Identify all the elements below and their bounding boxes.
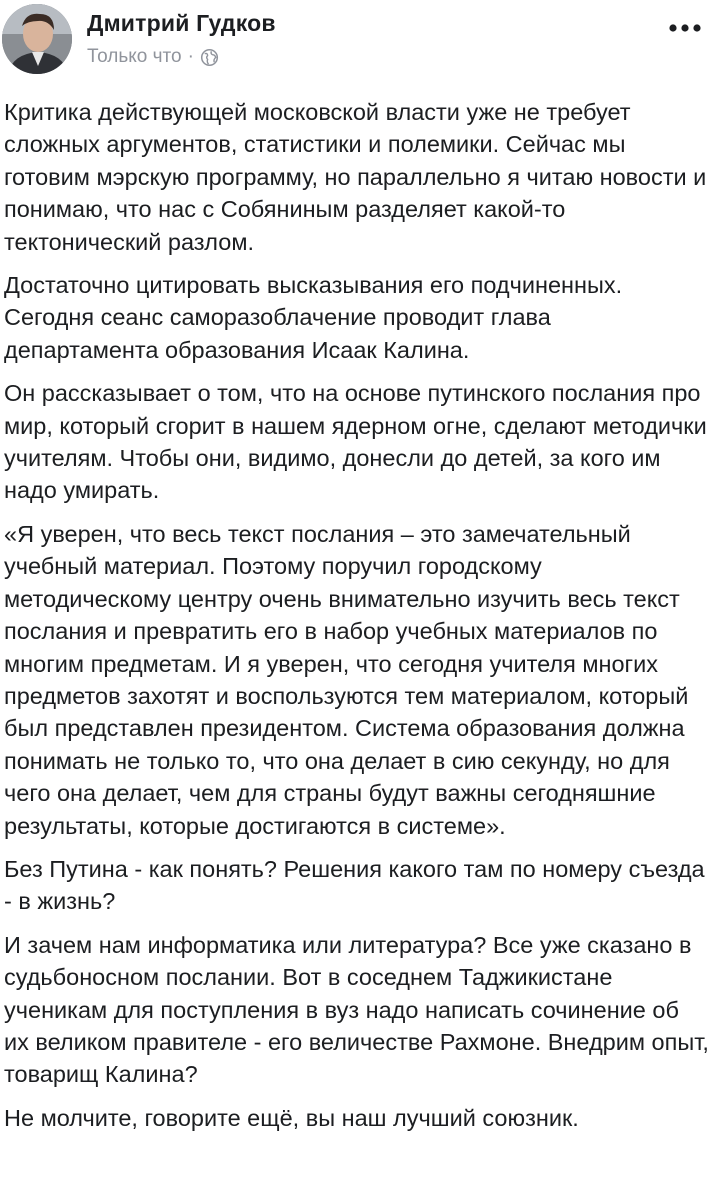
meta-separator: · (187, 46, 194, 67)
post-paragraph: «Я уверен, что весь текст послания – это замечательный учебный материал. Поэтому поручил городскому методическому центру очень внимательно изучить весь текст послания и превратить его в набор учебных материалов по многим предметам. И я уверен, что сегодня учителя многих предметов захотят и воспользуются тем материалом, который был представлен президентом. Система образования должна понимать не только то, что она делает в сию секунду, но для чего она делает, чем для страны будут важны сегодняшние результаты, которые достигаются в системе». (4, 520, 689, 839)
author-name[interactable]: Дмитрий Гудков (87, 10, 276, 36)
post-timestamp[interactable]: Только что (87, 46, 182, 67)
more-options-button[interactable] (665, 14, 705, 42)
post-paragraph: Критика действующей московской власти уже не требует сложных аргументов, статистики и полемики. Сейчас мы готовим мэрскую программу, но параллельно я читаю новости и понимаю, что нас с Собяниным разделяет какой-то тектонический разлом. (4, 99, 707, 255)
post-paragraph: Не молчите, говорите ещё, вы наш лучший союзник. (4, 1104, 579, 1131)
more-options-icon (667, 23, 703, 33)
avatar[interactable] (2, 4, 72, 74)
post-paragraph: Достаточно цитировать высказывания его подчиненных. Сегодня сеанс саморазоблачение проводит глава департамента образования Исаак Калина. (4, 272, 623, 363)
post-meta (87, 46, 219, 68)
globe-icon (200, 48, 219, 67)
post-paragraph: Он рассказывает о том, что на основе путинского послания про мир, который сгорит в нашем ядерном огне, сделают методички учителям. Чтобы они, видимо, донесли до детей, за кого им надо умирать. (4, 380, 707, 504)
post-paragraph: Без Путина - как понять? Решения какого там по номеру съезда - в жизнь? (4, 855, 705, 915)
post-body (4, 96, 710, 1145)
post-paragraph: И зачем нам информатика или литература? Все уже сказано в судьбоносном послании. Вот в соседнем Таджикистане ученикам для поступления в вуз надо написать сочинение об их великом правителе - его величестве Рахмоне. Внедрим опыт, товарищ Калина? (4, 931, 709, 1088)
post-header (0, 0, 717, 86)
avatar-image (2, 4, 72, 74)
